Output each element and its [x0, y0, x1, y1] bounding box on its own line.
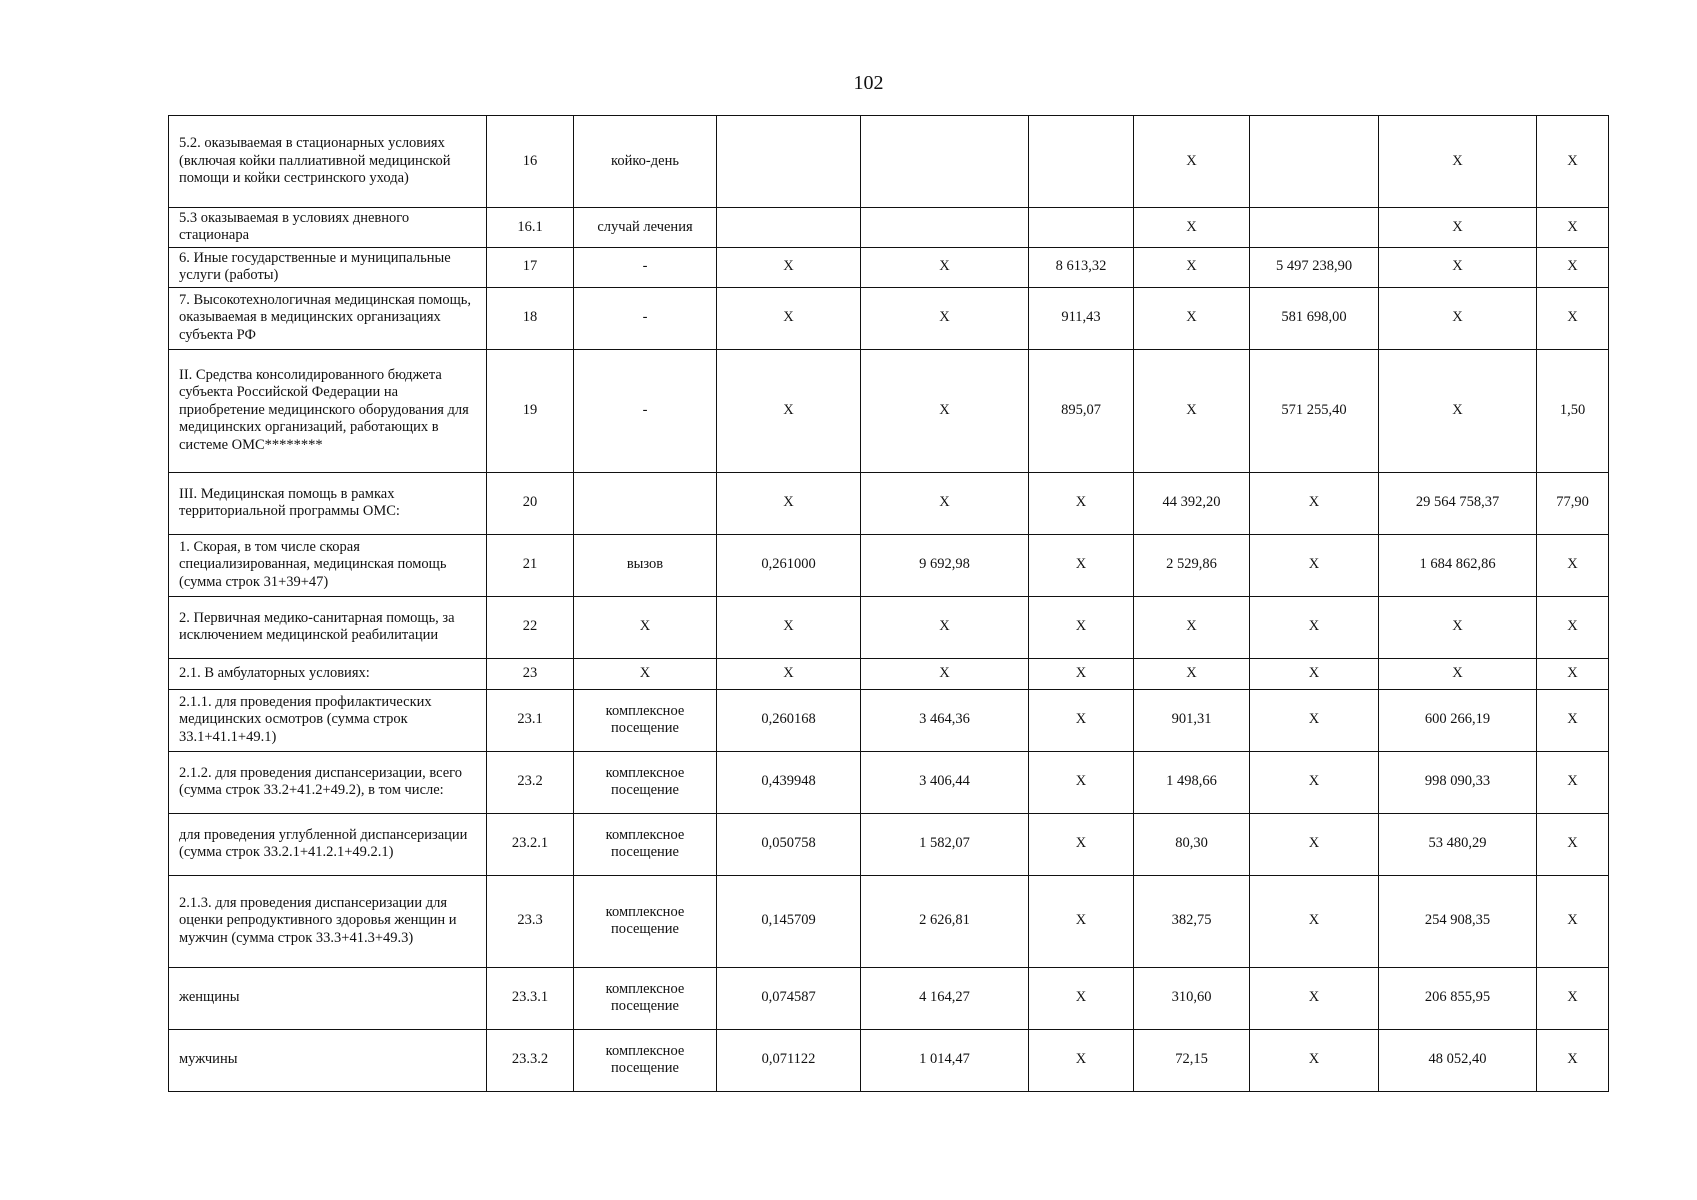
- cell-oms-total: X: [1379, 116, 1537, 208]
- cell-volume-norm: [717, 116, 861, 208]
- cell-indicator-name: 2. Первичная медико-санитарная помощь, за исключением медицинской реабилитации: [169, 596, 487, 658]
- cell-oms-per-capita: X: [1134, 658, 1250, 689]
- cell-volume-norm: X: [717, 596, 861, 658]
- cell-row-number: 16.1: [487, 208, 574, 248]
- cell-cost-norm: X: [861, 596, 1029, 658]
- cell-indicator-name: 6. Иные государственные и муниципальные услуги (работы): [169, 247, 487, 287]
- cell-volume-norm: X: [717, 287, 861, 349]
- table-row: [169, 751, 1609, 813]
- cell-budget-total: [1250, 208, 1379, 248]
- cell-cost-norm: X: [861, 247, 1029, 287]
- cell-unit: комплексное посещение: [574, 689, 717, 751]
- cell-row-number: 23.3.2: [487, 1029, 574, 1091]
- cell-oms-per-capita: 72,15: [1134, 1029, 1250, 1091]
- cell-oms-per-capita: 1 498,66: [1134, 751, 1250, 813]
- cell-indicator-name: 1. Скорая, в том числе скорая специализированная, медицинская помощь (сумма строк 31+39+47): [169, 534, 487, 596]
- cell-budget-per-capita: X: [1029, 813, 1134, 875]
- table-row: [169, 247, 1609, 287]
- cell-cost-norm: 2 626,81: [861, 875, 1029, 967]
- cell-budget-per-capita: X: [1029, 472, 1134, 534]
- cell-percent: X: [1537, 658, 1609, 689]
- cell-indicator-name: для проведения углубленной диспансеризации (сумма строк 33.2.1+41.2.1+49.2.1): [169, 813, 487, 875]
- cell-budget-per-capita: [1029, 116, 1134, 208]
- cell-budget-per-capita: X: [1029, 1029, 1134, 1091]
- cell-oms-per-capita: X: [1134, 247, 1250, 287]
- cell-row-number: 23.2.1: [487, 813, 574, 875]
- cell-percent: X: [1537, 967, 1609, 1029]
- cell-unit: комплексное посещение: [574, 967, 717, 1029]
- cell-indicator-name: 2.1.3. для проведения диспансеризации для оценки репродуктивного здоровья женщин и мужчин (сумма строк 33.3+41.3+49.3): [169, 875, 487, 967]
- table-row: [169, 813, 1609, 875]
- cell-oms-per-capita: 310,60: [1134, 967, 1250, 1029]
- cell-oms-per-capita: 382,75: [1134, 875, 1250, 967]
- cell-budget-per-capita: X: [1029, 967, 1134, 1029]
- cell-cost-norm: 3 464,36: [861, 689, 1029, 751]
- cell-oms-per-capita: X: [1134, 208, 1250, 248]
- cell-unit: комплексное посещение: [574, 875, 717, 967]
- cell-indicator-name: 5.2. оказываемая в стационарных условиях (включая койки паллиативной медицинской помощи и койки сестринского ухода): [169, 116, 487, 208]
- table-row: [169, 534, 1609, 596]
- cell-indicator-name: женщины: [169, 967, 487, 1029]
- cell-indicator-name: 7. Высокотехнологичная медицинская помощь, оказываемая в медицинских организациях субъекта РФ: [169, 287, 487, 349]
- cell-oms-total: 254 908,35: [1379, 875, 1537, 967]
- cell-oms-total: X: [1379, 349, 1537, 472]
- cell-percent: X: [1537, 1029, 1609, 1091]
- cell-oms-total: 29 564 758,37: [1379, 472, 1537, 534]
- cell-indicator-name: III. Медицинская помощь в рамках территориальной программы ОМС:: [169, 472, 487, 534]
- cell-cost-norm: 3 406,44: [861, 751, 1029, 813]
- cell-cost-norm: 1 014,47: [861, 1029, 1029, 1091]
- cell-budget-per-capita: X: [1029, 534, 1134, 596]
- cell-oms-total: 998 090,33: [1379, 751, 1537, 813]
- cell-budget-per-capita: 911,43: [1029, 287, 1134, 349]
- cell-budget-per-capita: X: [1029, 658, 1134, 689]
- table-body: [169, 116, 1609, 1092]
- cell-unit: комплексное посещение: [574, 813, 717, 875]
- cell-oms-per-capita: X: [1134, 349, 1250, 472]
- cell-percent: X: [1537, 751, 1609, 813]
- cell-budget-per-capita: X: [1029, 689, 1134, 751]
- cell-indicator-name: 2.1.1. для проведения профилактических медицинских осмотров (сумма строк 33.1+41.1+49.1): [169, 689, 487, 751]
- cell-cost-norm: X: [861, 658, 1029, 689]
- cell-unit: -: [574, 287, 717, 349]
- cell-row-number: 23.3.1: [487, 967, 574, 1029]
- cell-unit: комплексное посещение: [574, 751, 717, 813]
- cell-budget-per-capita: [1029, 208, 1134, 248]
- cell-oms-per-capita: X: [1134, 287, 1250, 349]
- cell-cost-norm: X: [861, 287, 1029, 349]
- table-row: [169, 596, 1609, 658]
- cell-cost-norm: 9 692,98: [861, 534, 1029, 596]
- cell-oms-total: X: [1379, 247, 1537, 287]
- cell-oms-per-capita: X: [1134, 116, 1250, 208]
- cell-volume-norm: X: [717, 349, 861, 472]
- cell-unit: [574, 472, 717, 534]
- cell-budget-total: 5 497 238,90: [1250, 247, 1379, 287]
- cell-row-number: 21: [487, 534, 574, 596]
- cell-percent: X: [1537, 596, 1609, 658]
- cell-volume-norm: 0,071122: [717, 1029, 861, 1091]
- cell-budget-total: X: [1250, 658, 1379, 689]
- cell-oms-total: X: [1379, 208, 1537, 248]
- table-row: [169, 287, 1609, 349]
- cell-volume-norm: 0,074587: [717, 967, 861, 1029]
- cell-budget-total: X: [1250, 689, 1379, 751]
- cell-row-number: 19: [487, 349, 574, 472]
- cell-percent: X: [1537, 116, 1609, 208]
- cell-budget-total: X: [1250, 596, 1379, 658]
- cell-percent: X: [1537, 208, 1609, 248]
- cell-unit: X: [574, 596, 717, 658]
- cell-volume-norm: 0,439948: [717, 751, 861, 813]
- cell-volume-norm: 0,050758: [717, 813, 861, 875]
- cell-row-number: 18: [487, 287, 574, 349]
- cell-unit: койко-день: [574, 116, 717, 208]
- cell-budget-per-capita: 8 613,32: [1029, 247, 1134, 287]
- cell-percent: X: [1537, 247, 1609, 287]
- cell-oms-per-capita: X: [1134, 596, 1250, 658]
- cell-row-number: 17: [487, 247, 574, 287]
- cell-indicator-name: II. Средства консолидированного бюджета субъекта Российской Федерации на приобретение медицинского оборудования для медицинских организаций, работающих в системе ОМС********: [169, 349, 487, 472]
- cell-cost-norm: [861, 208, 1029, 248]
- financing-table: [168, 115, 1609, 1092]
- cell-cost-norm: X: [861, 349, 1029, 472]
- cell-volume-norm: X: [717, 658, 861, 689]
- cell-volume-norm: X: [717, 472, 861, 534]
- cell-volume-norm: 0,261000: [717, 534, 861, 596]
- cell-oms-total: 206 855,95: [1379, 967, 1537, 1029]
- table-row: [169, 1029, 1609, 1091]
- cell-unit: -: [574, 247, 717, 287]
- cell-budget-total: 581 698,00: [1250, 287, 1379, 349]
- cell-percent: X: [1537, 813, 1609, 875]
- cell-row-number: 23.2: [487, 751, 574, 813]
- table-row: [169, 967, 1609, 1029]
- cell-oms-total: X: [1379, 287, 1537, 349]
- cell-indicator-name: 5.3 оказываемая в условиях дневного стационара: [169, 208, 487, 248]
- table-row: [169, 472, 1609, 534]
- cell-budget-total: X: [1250, 472, 1379, 534]
- cell-budget-per-capita: 895,07: [1029, 349, 1134, 472]
- cell-volume-norm: 0,145709: [717, 875, 861, 967]
- cell-row-number: 16: [487, 116, 574, 208]
- cell-percent: X: [1537, 287, 1609, 349]
- table-row: [169, 875, 1609, 967]
- cell-indicator-name: 2.1.2. для проведения диспансеризации, всего (сумма строк 33.2+41.2+49.2), в том числе:: [169, 751, 487, 813]
- cell-indicator-name: мужчины: [169, 1029, 487, 1091]
- cell-oms-total: 53 480,29: [1379, 813, 1537, 875]
- cell-unit: случай лечения: [574, 208, 717, 248]
- cell-cost-norm: X: [861, 472, 1029, 534]
- cell-budget-per-capita: X: [1029, 596, 1134, 658]
- cell-unit: вызов: [574, 534, 717, 596]
- cell-oms-total: 1 684 862,86: [1379, 534, 1537, 596]
- cell-oms-total: X: [1379, 658, 1537, 689]
- cell-unit: комплексное посещение: [574, 1029, 717, 1091]
- cell-budget-total: X: [1250, 875, 1379, 967]
- cell-budget-total: [1250, 116, 1379, 208]
- cell-volume-norm: 0,260168: [717, 689, 861, 751]
- cell-cost-norm: [861, 116, 1029, 208]
- cell-budget-total: X: [1250, 967, 1379, 1029]
- table-row: [169, 658, 1609, 689]
- cell-budget-total: X: [1250, 534, 1379, 596]
- cell-budget-total: X: [1250, 751, 1379, 813]
- cell-percent: X: [1537, 689, 1609, 751]
- cell-percent: X: [1537, 875, 1609, 967]
- cell-cost-norm: 4 164,27: [861, 967, 1029, 1029]
- cell-percent: 1,50: [1537, 349, 1609, 472]
- cell-row-number: 20: [487, 472, 574, 534]
- table-row: [169, 116, 1609, 208]
- cell-oms-total: 48 052,40: [1379, 1029, 1537, 1091]
- cell-oms-per-capita: 80,30: [1134, 813, 1250, 875]
- cell-budget-total: 571 255,40: [1250, 349, 1379, 472]
- cell-row-number: 22: [487, 596, 574, 658]
- table-row: [169, 689, 1609, 751]
- table-row: [169, 349, 1609, 472]
- cell-row-number: 23.3: [487, 875, 574, 967]
- cell-cost-norm: 1 582,07: [861, 813, 1029, 875]
- cell-budget-per-capita: X: [1029, 875, 1134, 967]
- cell-budget-per-capita: X: [1029, 751, 1134, 813]
- cell-oms-total: X: [1379, 596, 1537, 658]
- cell-oms-per-capita: 2 529,86: [1134, 534, 1250, 596]
- cell-oms-total: 600 266,19: [1379, 689, 1537, 751]
- cell-percent: 77,90: [1537, 472, 1609, 534]
- cell-oms-per-capita: 44 392,20: [1134, 472, 1250, 534]
- cell-volume-norm: X: [717, 247, 861, 287]
- cell-row-number: 23: [487, 658, 574, 689]
- cell-volume-norm: [717, 208, 861, 248]
- cell-unit: X: [574, 658, 717, 689]
- cell-percent: X: [1537, 534, 1609, 596]
- cell-oms-per-capita: 901,31: [1134, 689, 1250, 751]
- cell-budget-total: X: [1250, 813, 1379, 875]
- cell-row-number: 23.1: [487, 689, 574, 751]
- page-number: 102: [853, 72, 884, 94]
- table-row: [169, 208, 1609, 248]
- cell-indicator-name: 2.1. В амбулаторных условиях:: [169, 658, 487, 689]
- cell-budget-total: X: [1250, 1029, 1379, 1091]
- cell-unit: -: [574, 349, 717, 472]
